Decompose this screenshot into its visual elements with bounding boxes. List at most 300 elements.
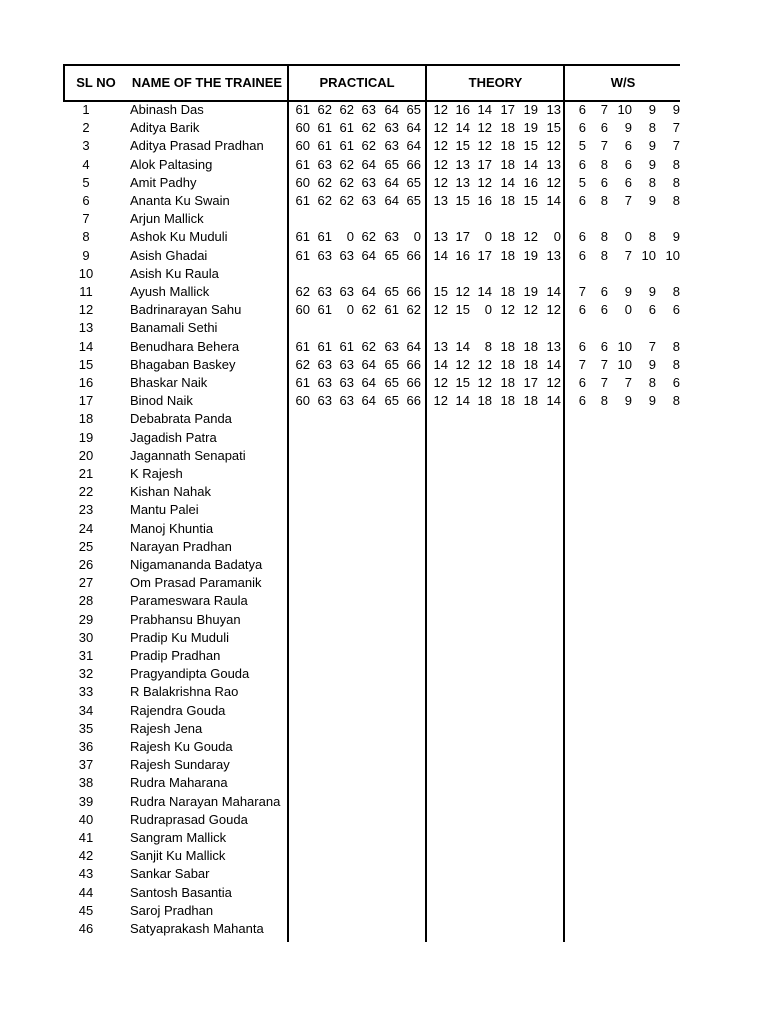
practical-mark-cell <box>375 829 399 847</box>
trainee-name-cell: Pradip Pradhan <box>130 648 221 663</box>
theory-mark-cell <box>537 629 561 647</box>
theory-mark-cell <box>446 556 470 574</box>
trainee-name-cell: Sankar Sabar <box>130 866 210 882</box>
theory-mark-cell: 15 <box>455 193 470 208</box>
ws-mark-cell <box>584 574 608 592</box>
theory-mark-cell <box>537 738 561 756</box>
trainee-name-cell: Satyaprakash Mahanta <box>130 921 264 936</box>
practical-mark-cell <box>352 847 376 865</box>
practical-mark-cell <box>352 538 376 556</box>
practical-mark-cell <box>397 574 421 592</box>
practical-mark-cell <box>286 865 310 883</box>
trainee-name-cell: Nigamananda Badatya <box>130 557 263 572</box>
ws-mark-cell <box>632 702 656 720</box>
practical-mark-cell: 62 <box>317 102 332 117</box>
ws-mark-cell <box>608 319 632 337</box>
ws-mark-cell <box>562 902 586 920</box>
theory-mark-cell <box>537 501 561 519</box>
theory-mark-cell <box>491 665 515 683</box>
practical-mark-cell <box>286 647 310 665</box>
practical-mark-cell <box>330 265 354 283</box>
practical-mark-cell <box>375 429 399 447</box>
practical-mark-cell <box>375 793 399 811</box>
practical-mark-cell <box>375 902 399 920</box>
practical-mark-cell <box>286 483 310 501</box>
sl-no-cell: 42 <box>78 848 94 864</box>
practical-mark-cell <box>308 793 332 811</box>
practical-mark-cell <box>308 829 332 847</box>
theory-mark-cell: 0 <box>553 229 561 245</box>
ws-mark-cell <box>584 647 608 665</box>
theory-mark-cell <box>537 556 561 574</box>
trainee-name-cell: Narayan Pradhan <box>130 538 232 554</box>
theory-mark-cell <box>468 265 492 283</box>
theory-mark-cell <box>446 447 470 465</box>
theory-mark-cell <box>491 793 515 811</box>
ws-mark-cell <box>632 865 656 883</box>
practical-mark-cell: 63 <box>361 193 376 208</box>
practical-mark-cell <box>286 811 310 829</box>
practical-mark-cell <box>375 865 399 883</box>
theory-mark-cell: 14 <box>477 284 492 299</box>
theory-mark-cell <box>491 811 515 829</box>
practical-mark-cell <box>397 920 421 938</box>
ws-mark-cell <box>584 629 608 647</box>
practical-mark-cell <box>330 702 354 720</box>
ws-mark-cell: 8 <box>600 193 608 208</box>
ws-mark-cell: 6 <box>648 302 656 318</box>
practical-mark-cell <box>352 902 376 920</box>
theory-mark-cell <box>424 720 448 738</box>
sl-no-cell: 37 <box>78 757 94 773</box>
theory-mark-cell: 14 <box>477 102 492 117</box>
theory-mark-cell <box>537 574 561 592</box>
practical-mark-cell: 61 <box>317 229 332 245</box>
practical-mark-cell <box>330 647 354 665</box>
table-row <box>0 338 768 356</box>
ws-mark-cell <box>632 447 656 465</box>
ws-mark-cell: 6 <box>578 120 586 136</box>
practical-mark-cell <box>286 665 310 683</box>
practical-mark-cell <box>308 538 332 556</box>
theory-mark-cell <box>424 520 448 538</box>
theory-mark-cell <box>514 738 538 756</box>
trainee-name-cell: Rudra Narayan Maharana <box>130 793 281 809</box>
practical-mark-cell <box>308 884 332 902</box>
practical-mark-cell: 61 <box>295 102 310 117</box>
table-row <box>0 702 768 720</box>
practical-mark-cell <box>352 501 376 519</box>
practical-mark-cell <box>330 410 354 428</box>
ws-mark-cell <box>608 683 632 701</box>
ws-mark-cell <box>584 501 608 519</box>
trainee-name-cell: Mantu Palei <box>130 502 199 518</box>
ws-mark-cell <box>656 629 680 647</box>
practical-mark-cell: 61 <box>317 338 332 354</box>
sl-no-cell: 22 <box>78 484 94 500</box>
theory-mark-cell <box>514 410 538 428</box>
theory-mark-cell: 15 <box>523 193 538 208</box>
theory-mark-cell <box>446 902 470 920</box>
theory-mark-cell: 14 <box>455 120 470 136</box>
theory-mark-cell: 17 <box>477 247 492 263</box>
theory-mark-cell <box>424 483 448 501</box>
theory-mark-cell <box>446 847 470 865</box>
practical-mark-cell <box>308 720 332 738</box>
ws-mark-cell <box>656 829 680 847</box>
practical-mark-cell: 61 <box>295 338 310 354</box>
practical-mark-cell <box>286 793 310 811</box>
sl-no-cell: 14 <box>78 338 94 354</box>
ws-mark-cell <box>562 483 586 501</box>
theory-mark-cell: 18 <box>500 375 515 390</box>
theory-mark-cell <box>537 847 561 865</box>
theory-mark-cell <box>468 793 492 811</box>
theory-mark-cell <box>424 756 448 774</box>
practical-mark-cell <box>286 265 310 283</box>
theory-mark-cell: 14 <box>500 174 515 190</box>
ws-mark-cell <box>632 884 656 902</box>
ws-mark-cell: 6 <box>578 247 586 263</box>
ws-mark-cell <box>656 410 680 428</box>
practical-mark-cell <box>375 501 399 519</box>
theory-mark-cell <box>514 483 538 501</box>
practical-mark-cell <box>330 501 354 519</box>
practical-mark-cell <box>330 720 354 738</box>
practical-mark-cell <box>308 811 332 829</box>
practical-mark-cell: 62 <box>361 120 376 136</box>
practical-mark-cell: 61 <box>295 247 310 263</box>
theory-mark-cell <box>537 702 561 720</box>
ws-mark-cell: 7 <box>578 284 586 299</box>
ws-mark-cell <box>562 574 586 592</box>
practical-mark-cell <box>352 629 376 647</box>
trainee-name-cell: Pragyandipta Gouda <box>130 666 250 682</box>
practical-mark-cell <box>397 756 421 774</box>
ws-mark-cell: 7 <box>600 138 608 154</box>
practical-mark-cell <box>330 738 354 756</box>
practical-mark-cell <box>330 884 354 902</box>
ws-mark-cell <box>656 265 680 283</box>
theory-mark-cell: 15 <box>546 120 561 136</box>
practical-mark-cell: 63 <box>317 356 332 372</box>
trainee-name-cell: Rudra Maharana <box>130 775 228 791</box>
theory-mark-cell: 13 <box>546 156 561 172</box>
trainee-name-cell: Benudhara Behera <box>130 338 240 354</box>
ws-mark-cell: 7 <box>672 120 680 136</box>
practical-mark-cell: 62 <box>295 284 310 299</box>
ws-mark-cell <box>608 265 632 283</box>
practical-mark-cell: 63 <box>339 393 354 409</box>
theory-mark-cell: 12 <box>546 174 561 190</box>
practical-mark-cell <box>330 665 354 683</box>
header-theory: THEORY <box>468 75 523 90</box>
ws-mark-cell <box>584 210 608 228</box>
practical-mark-cell <box>375 447 399 465</box>
theory-mark-cell: 17 <box>477 156 492 172</box>
ws-mark-cell: 6 <box>600 120 608 136</box>
theory-mark-cell <box>537 920 561 938</box>
practical-mark-cell: 61 <box>339 338 354 354</box>
ws-mark-cell <box>632 720 656 738</box>
practical-mark-cell <box>397 829 421 847</box>
ws-mark-cell <box>656 447 680 465</box>
theory-mark-cell <box>537 447 561 465</box>
sl-no-cell: 45 <box>78 902 94 918</box>
ws-mark-cell: 10 <box>617 356 632 372</box>
table-row <box>0 374 768 392</box>
practical-mark-cell <box>352 865 376 883</box>
practical-mark-cell <box>375 520 399 538</box>
theory-mark-cell <box>468 665 492 683</box>
theory-mark-cell: 17 <box>523 375 538 390</box>
table-row <box>0 865 768 883</box>
theory-mark-cell <box>446 611 470 629</box>
theory-mark-cell <box>514 319 538 337</box>
sl-no-cell: 1 <box>82 102 90 117</box>
practical-mark-cell <box>375 210 399 228</box>
practical-mark-cell <box>330 774 354 792</box>
theory-mark-cell: 14 <box>546 393 561 409</box>
theory-mark-cell <box>537 756 561 774</box>
sl-no-cell: 26 <box>78 557 94 572</box>
ws-mark-cell <box>562 647 586 665</box>
theory-mark-cell <box>537 319 561 337</box>
theory-mark-cell: 19 <box>523 247 538 263</box>
theory-mark-cell: 14 <box>523 156 538 172</box>
theory-mark-cell <box>537 611 561 629</box>
practical-mark-cell <box>308 592 332 610</box>
trainee-name-cell: Bhaskar Naik <box>130 375 208 390</box>
ws-mark-cell: 5 <box>578 174 586 190</box>
theory-mark-cell: 16 <box>455 102 470 117</box>
practical-mark-cell: 0 <box>346 229 354 245</box>
ws-mark-cell <box>608 902 632 920</box>
ws-mark-cell <box>608 920 632 938</box>
practical-mark-cell <box>286 702 310 720</box>
practical-mark-cell <box>330 683 354 701</box>
practical-mark-cell <box>308 574 332 592</box>
ws-mark-cell <box>562 756 586 774</box>
ws-mark-cell <box>608 556 632 574</box>
practical-mark-cell: 63 <box>384 120 399 136</box>
practical-mark-cell <box>375 720 399 738</box>
theory-mark-cell <box>468 702 492 720</box>
practical-mark-cell: 61 <box>384 302 399 318</box>
practical-mark-cell <box>286 520 310 538</box>
theory-mark-cell: 13 <box>455 156 470 172</box>
theory-mark-cell: 12 <box>546 375 561 390</box>
theory-mark-cell <box>537 520 561 538</box>
practical-mark-cell: 61 <box>317 138 332 154</box>
practical-mark-cell <box>352 720 376 738</box>
sl-no-cell: 11 <box>79 284 93 299</box>
table-row <box>0 829 768 847</box>
ws-mark-cell <box>584 702 608 720</box>
practical-mark-cell: 64 <box>361 393 376 409</box>
theory-mark-cell: 12 <box>455 356 470 372</box>
table-row <box>0 392 768 410</box>
ws-mark-cell <box>584 265 608 283</box>
ws-mark-cell <box>656 556 680 574</box>
practical-mark-cell: 61 <box>295 193 310 208</box>
theory-mark-cell <box>446 465 470 483</box>
table-row <box>0 683 768 701</box>
theory-mark-cell <box>537 538 561 556</box>
practical-mark-cell <box>352 465 376 483</box>
theory-mark-cell <box>424 793 448 811</box>
ws-mark-cell <box>656 865 680 883</box>
practical-mark-cell <box>330 793 354 811</box>
practical-mark-cell <box>352 738 376 756</box>
theory-mark-cell <box>468 683 492 701</box>
practical-mark-cell <box>352 520 376 538</box>
table-row <box>0 210 768 228</box>
theory-mark-cell <box>514 592 538 610</box>
sl-no-cell: 23 <box>78 502 94 518</box>
theory-mark-cell <box>491 447 515 465</box>
ws-mark-cell <box>656 738 680 756</box>
practical-mark-cell <box>308 665 332 683</box>
practical-mark-cell: 61 <box>339 120 354 136</box>
ws-mark-cell <box>656 702 680 720</box>
practical-mark-cell <box>308 501 332 519</box>
theory-mark-cell <box>491 265 515 283</box>
ws-mark-cell <box>656 611 680 629</box>
table-row <box>0 301 768 319</box>
theory-mark-cell <box>468 720 492 738</box>
ws-mark-cell <box>632 847 656 865</box>
ws-mark-cell <box>584 829 608 847</box>
theory-mark-cell <box>491 884 515 902</box>
ws-mark-cell <box>584 592 608 610</box>
practical-mark-cell <box>397 793 421 811</box>
practical-mark-cell <box>375 774 399 792</box>
theory-mark-cell <box>468 429 492 447</box>
trainee-name-cell: Asish Ghadai <box>130 247 208 263</box>
ws-mark-cell: 8 <box>600 156 608 172</box>
theory-mark-cell: 12 <box>433 138 448 154</box>
ws-mark-cell <box>656 501 680 519</box>
table-row <box>0 101 768 119</box>
ws-mark-cell: 8 <box>648 174 656 190</box>
practical-mark-cell <box>286 902 310 920</box>
ws-mark-cell <box>562 829 586 847</box>
ws-mark-cell <box>608 210 632 228</box>
theory-mark-cell <box>468 501 492 519</box>
ws-mark-cell <box>562 629 586 647</box>
theory-mark-cell: 12 <box>500 302 515 318</box>
practical-mark-cell <box>286 629 310 647</box>
practical-mark-cell <box>352 429 376 447</box>
trainee-name-cell: R Balakrishna Rao <box>130 684 239 700</box>
theory-mark-cell: 14 <box>546 356 561 372</box>
theory-mark-cell: 0 <box>484 302 492 318</box>
practical-mark-cell <box>308 629 332 647</box>
practical-mark-cell <box>352 756 376 774</box>
practical-mark-cell: 65 <box>406 193 421 208</box>
ws-mark-cell <box>632 683 656 701</box>
trainee-name-cell: Ayush Mallick <box>130 284 210 299</box>
theory-mark-cell <box>537 483 561 501</box>
theory-mark-cell: 12 <box>546 138 561 154</box>
table-row <box>0 611 768 629</box>
theory-mark-cell: 19 <box>523 284 538 299</box>
ws-mark-cell: 10 <box>641 247 656 263</box>
theory-mark-cell: 12 <box>546 302 561 318</box>
theory-mark-cell <box>424 920 448 938</box>
ws-mark-cell <box>584 611 608 629</box>
practical-mark-cell <box>330 574 354 592</box>
theory-mark-cell <box>491 720 515 738</box>
practical-mark-cell <box>308 738 332 756</box>
theory-mark-cell: 13 <box>455 174 470 190</box>
sl-no-cell: 33 <box>78 684 94 700</box>
theory-mark-cell <box>514 865 538 883</box>
theory-mark-cell <box>491 574 515 592</box>
practical-mark-cell <box>330 319 354 337</box>
theory-mark-cell <box>491 756 515 774</box>
practical-mark-cell <box>330 538 354 556</box>
practical-mark-cell <box>330 483 354 501</box>
ws-mark-cell: 7 <box>648 338 656 354</box>
ws-mark-cell <box>608 811 632 829</box>
theory-mark-cell <box>514 829 538 847</box>
ws-mark-cell <box>608 774 632 792</box>
trainee-name-cell: Ashok Ku Muduli <box>130 229 228 245</box>
table-row <box>0 902 768 920</box>
practical-mark-cell: 62 <box>406 302 421 318</box>
table-row <box>0 247 768 265</box>
ws-mark-cell: 6 <box>578 102 586 117</box>
ws-mark-cell <box>608 847 632 865</box>
theory-mark-cell <box>446 483 470 501</box>
theory-mark-cell <box>424 265 448 283</box>
theory-mark-cell <box>424 465 448 483</box>
ws-mark-cell <box>656 574 680 592</box>
practical-mark-cell: 64 <box>384 102 399 117</box>
theory-mark-cell <box>514 611 538 629</box>
table-row <box>0 429 768 447</box>
practical-mark-cell <box>308 702 332 720</box>
ws-mark-cell <box>584 520 608 538</box>
practical-mark-cell <box>375 592 399 610</box>
table-row <box>0 265 768 283</box>
ws-mark-cell <box>584 429 608 447</box>
theory-mark-cell <box>468 447 492 465</box>
practical-mark-cell: 61 <box>317 302 332 318</box>
practical-mark-cell <box>286 210 310 228</box>
practical-mark-cell <box>308 429 332 447</box>
ws-mark-cell: 0 <box>624 229 632 245</box>
theory-mark-cell: 12 <box>433 156 448 172</box>
theory-mark-cell <box>514 793 538 811</box>
practical-mark-cell <box>308 611 332 629</box>
practical-mark-cell: 62 <box>317 174 332 190</box>
theory-mark-cell <box>424 865 448 883</box>
ws-mark-cell <box>584 683 608 701</box>
theory-mark-cell <box>446 702 470 720</box>
practical-mark-cell <box>308 210 332 228</box>
ws-mark-cell <box>632 738 656 756</box>
theory-mark-cell <box>514 647 538 665</box>
ws-mark-cell <box>562 465 586 483</box>
practical-mark-cell <box>397 556 421 574</box>
sl-no-cell: 13 <box>78 320 94 336</box>
theory-mark-cell <box>468 920 492 938</box>
ws-mark-cell: 9 <box>648 156 656 172</box>
ws-mark-cell: 6 <box>578 156 586 172</box>
